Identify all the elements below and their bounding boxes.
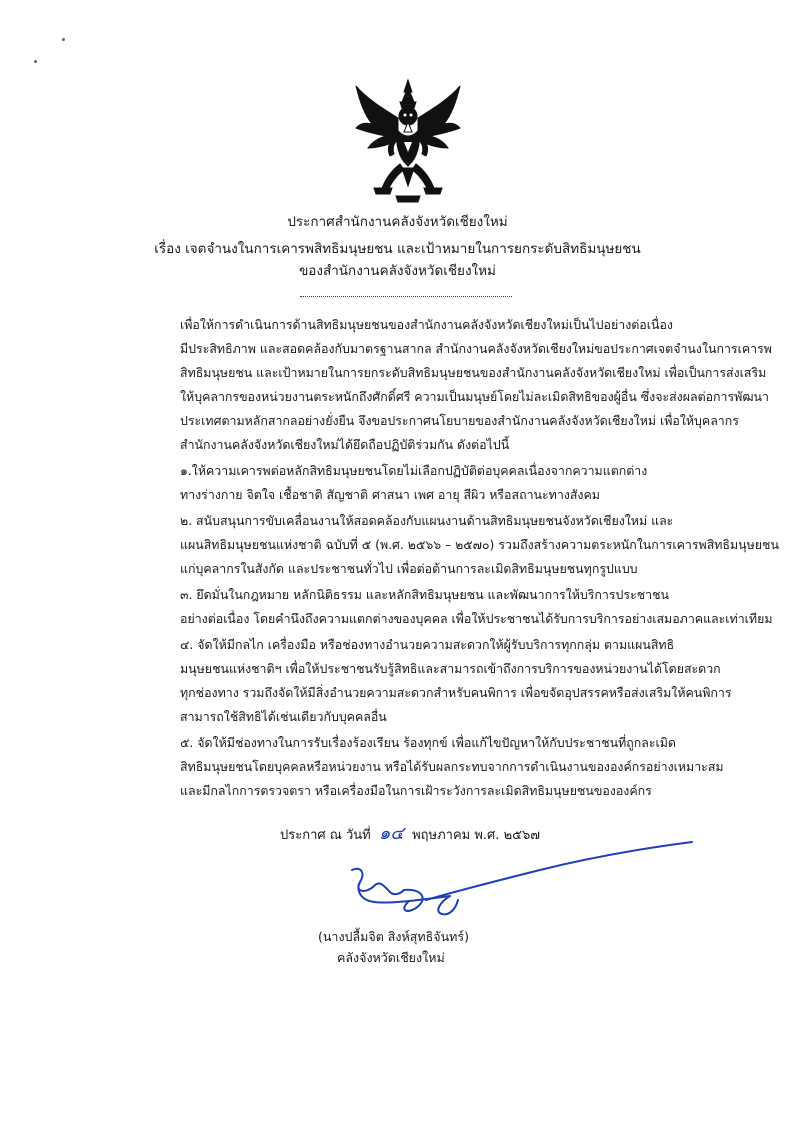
intro-line: ให้บุคลากรของหน่วยงานตระหนักถึงศักดิ์ศรี ความเป็นมนุษย์โดยไม่ละเมิดสิทธิของผู้อื่น ซึ่งจะส่งผลต่อการพัฒนา [180,389,769,404]
intro-line: สิทธิมนุษยชน และเป้าหมายในการยกระดับสิทธิมนุษยชนของสำนักงานคลังจังหวัดเชียงใหม่ เพื่อเป็นการส่งเสริม [180,365,767,380]
policy-item-4-line: สามารถใช้สิทธิได้เช่นเดียวกับบุคคลอื่น [180,709,387,724]
garuda-emblem-icon [352,78,464,206]
scan-speck [34,60,37,63]
intro-line: ประเทศตามหลักสากลอย่างยั่งยืน จึงขอประกาศนโยบายของสำนักงานคลังจังหวัดเชียงใหม่ เพื่อให้บุคลากร [180,413,739,428]
policy-item-2-line: ๒. สนับสนุนการขับเคลื่อนงานให้สอดคล้องกับแผนงานด้านสิทธิมนุษยชนจังหวัดเชียงใหม่ และ [180,513,674,528]
date-prefix: ประกาศ ณ วันที่ [280,828,371,843]
policy-item-1-line: ๑.ให้ความเคารพต่อหลักสิทธิมนุษยชนโดยไม่เลือกปฏิบัติต่อบุคคลเนื่องจากความแตกต่าง [180,463,648,478]
announcement-title: ประกาศสำนักงานคลังจังหวัดเชียงใหม่ [287,214,508,230]
policy-item-3-line: ๓. ยึดมั่นในกฎหมาย หลักนิติธรรม และหลักสิทธิมนุษยชน และพัฒนาการให้บริการประชาชน [180,587,669,602]
policy-item-3-line: อย่างต่อเนื่อง โดยคำนึงถึงความแตกต่างของบุคคล เพื่อให้ประชาชนได้รับการบริการอย่างเสมอภาคและเท่าเทียม [180,611,773,626]
policy-item-5-line: ๕. จัดให้มีช่องทางในการรับเรื่องร้องเรียน ร้องทุกข์ เพื่อแก้ไขปัญหาให้กับประชาชนที่ถูกละเมิด [180,735,676,750]
intro-line: สำนักงานคลังจังหวัดเชียงใหม่ได้ยึดถือปฏิบัติร่วมกัน ดังต่อไปนี้ [180,437,510,452]
policy-item-5-line: และมีกลไกการตรวจตรา หรือเครื่องมือในการเฝ้าระวังการละเมิดสิทธิมนุษยชนขององค์กร [180,783,652,798]
date-day-handwritten: ๑๔ [378,823,404,844]
signer-name: (นางปลื้มจิต สิงห์สุทธิจันทร์) [318,929,469,944]
policy-item-4-line: ๔. จัดให้มีกลไก เครื่องมือ หรือช่องทางอำนวยความสะดวกให้ผู้รับบริการทุกกลุ่ม ตามแผนสิทธิ [180,637,675,652]
intro-line: มีประสิทธิภาพ และสอดคล้องกับมาตรฐานสากล สำนักงานคลังจังหวัดเชียงใหม่ขอประกาศเจตจำนงในการเคารพ [180,341,772,356]
handwritten-signature [330,840,700,925]
announcement-subject: เรื่อง เจตจำนงในการเคารพสิทธิมนุษยชน และเป้าหมายในการยกระดับสิทธิมนุษยชน [154,241,641,257]
announcement-subject-org: ของสำนักงานคลังจังหวัดเชียงใหม่ [299,263,496,279]
policy-item-1-line: ทางร่างกาย จิตใจ เชื้อชาติ สัญชาติ ศาสนา เพศ อายุ สีผิว หรือสถานะทางสังคม [180,487,600,502]
policy-item-4-line: ทุกช่องทาง รวมถึงจัดให้มีสิ่งอำนวยความสะดวกสำหรับคนพิการ เพื่อขจัดอุปสรรคหรือส่งเสริมให้คนพิการ [180,685,732,700]
policy-item-4-line: มนุษยชนแห่งชาติฯ เพื่อให้ประชาชนรับรู้สิทธิและสามารถเข้าถึงการบริการของหน่วยงานได้โดยสะดวก [180,661,721,676]
policy-item-5-line: สิทธิมนุษยชนโดยบุคคลหรือหน่วยงาน หรือได้รับผลกระทบจากการดำเนินงานขององค์กรอย่างเหมาะสม [180,759,724,774]
date-month-year: พฤษภาคม พ.ศ. ๒๕๖๗ [412,828,541,843]
policy-item-2-line: แผนสิทธิมนุษยชนแห่งชาติ ฉบับที่ ๕ (พ.ศ. ๒๕๖๖ – ๒๕๗๐) รวมถึงสร้างความตระหนักในการเคารพสิทธิมนุษยชน [180,537,779,552]
intro-line: เพื่อให้การดำเนินการด้านสิทธิมนุษยชนของสำนักงานคลังจังหวัดเชียงใหม่เป็นไปอย่างต่อเนื่อง [180,317,673,332]
policy-item-2-line: แก่บุคลากรในสังกัด และประชาชนทั่วไป เพื่อต่อต้านการละเมิดสิทธิมนุษยชนทุกรูปแบบ [180,561,638,576]
signer-title: คลังจังหวัดเชียงใหม่ [337,950,445,965]
scan-speck [62,38,65,41]
header-divider [300,296,512,297]
